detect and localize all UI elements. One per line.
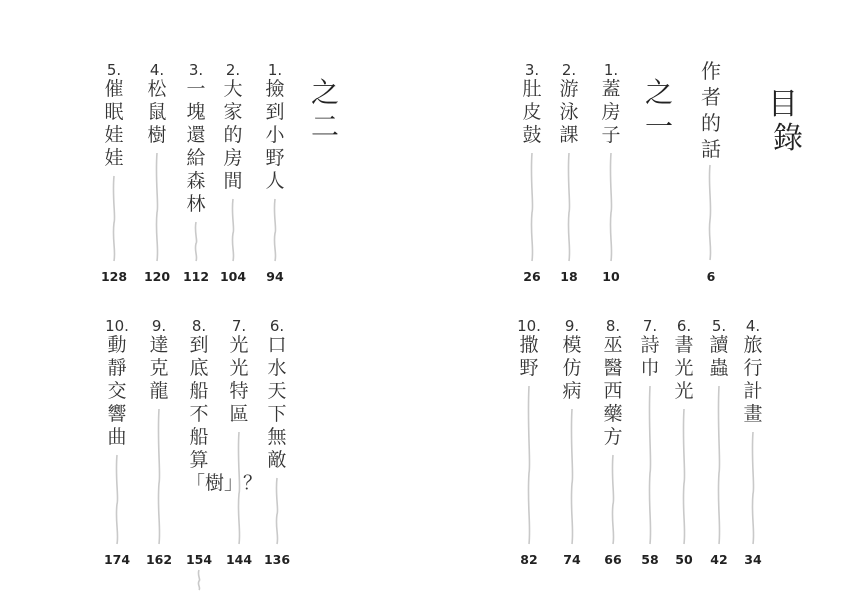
entry-page-number: 94 [266,269,284,284]
entry-number: 9. [151,317,167,335]
dotted-leader-line [194,570,204,590]
entry-number: 8. [605,317,621,335]
dotted-leader-line [191,222,201,261]
entry-title: 撿到小野人 [265,78,285,192]
entry-title: 詩巾 [640,334,660,379]
entry-number: 3. [188,61,204,79]
entry-page-number: 154 [185,552,213,567]
entry-title: 動靜交響曲 [107,334,127,448]
entry-title: 大家的房間 [223,78,243,192]
entry-page-number: 136 [263,552,291,567]
preface-title: 作者的話 [701,59,721,161]
preface-page-number: 6 [706,269,716,284]
dotted-leader-line [524,386,534,544]
dotted-leader-line [714,386,724,544]
part-two-heading-char-1: 之 [311,76,340,109]
dotted-leader-line [567,409,577,544]
entry-title: 游泳課 [559,78,579,146]
part-two-heading-char-2: 二 [311,110,340,143]
toc-heading-char-2: 錄 [773,121,803,156]
entry-page-number: 74 [563,552,581,567]
dotted-leader-line [748,432,758,544]
entry-number: 5. [106,61,122,79]
part-one-heading-char-2: 一 [645,110,674,143]
entry-title: 催眠娃娃 [104,78,124,169]
entry-title: 模仿病 [562,334,582,402]
entry-number: 6. [269,317,285,335]
entry-number: 4. [745,317,761,335]
entry-title: 撒野 [519,334,539,379]
dotted-leader-line [645,386,655,544]
entry-number: 9. [564,317,580,335]
entry-page-number: 18 [560,269,578,284]
dotted-leader-line [527,153,537,261]
entry-page-number: 34 [744,552,762,567]
preface-leader [705,165,715,260]
dotted-leader-line [109,176,119,261]
entry-page-number: 82 [520,552,538,567]
entry-title: 旅行計畫 [743,334,763,425]
entry-title: 讀蟲 [709,334,729,379]
entry-title: 達克龍 [149,334,169,402]
dotted-leader-line [154,409,164,544]
part-one-heading [645,76,679,144]
entry-page-number: 128 [100,269,128,284]
entry-number: 7. [231,317,247,335]
dotted-leader-line [564,153,574,261]
entry-title: 光光特區 [229,334,249,425]
entry-title: 一塊還給森林 [186,78,206,215]
dotted-leader-line [272,478,282,544]
entry-number: 2. [225,61,241,79]
entry-page-number: 174 [103,552,131,567]
entry-title: 巫醫西藥方 [603,334,623,448]
entry-page-number: 120 [143,269,171,284]
entry-title: 松鼠樹 [147,78,167,146]
entry-title: 口水天下無敵 [267,334,287,471]
entry-page-number: 26 [523,269,541,284]
entry-title: 蓋房子 [601,78,621,146]
entry-title: 到底船不船算「樹」？ [186,334,263,494]
part-two-heading [311,76,345,144]
entry-page-number: 10 [602,269,620,284]
dotted-leader-line [608,455,618,544]
entry-number: 10. [517,317,541,335]
entry-number: 8. [191,317,207,335]
entry-number: 7. [642,317,658,335]
entry-page-number: 66 [604,552,622,567]
entry-number: 1. [603,61,619,79]
entry-number: 10. [105,317,129,335]
dotted-leader-line [270,199,280,261]
part-one-heading-char-1: 之 [645,76,674,109]
entry-number: 1. [267,61,283,79]
entry-number: 4. [149,61,165,79]
dotted-leader-line [228,199,238,261]
entry-page-number: 162 [145,552,173,567]
entry-page-number: 42 [710,552,728,567]
entry-page-number: 58 [641,552,659,567]
toc-heading [763,88,803,156]
dotted-leader-line [112,455,122,544]
dotted-leader-line [606,153,616,261]
entry-number: 2. [561,61,577,79]
entry-page-number: 104 [219,269,247,284]
entry-number: 6. [676,317,692,335]
entry-page-number: 50 [675,552,693,567]
entry-number: 3. [524,61,540,79]
entry-page-number: 112 [182,269,210,284]
entry-page-number: 144 [225,552,253,567]
entry-title: 肚皮鼓 [522,78,542,146]
entry-number: 5. [711,317,727,335]
toc-heading-char-1: 目 [768,87,798,122]
dotted-leader-line [679,409,689,544]
dotted-leader-line [152,153,162,261]
entry-title: 書光光 [674,334,694,402]
